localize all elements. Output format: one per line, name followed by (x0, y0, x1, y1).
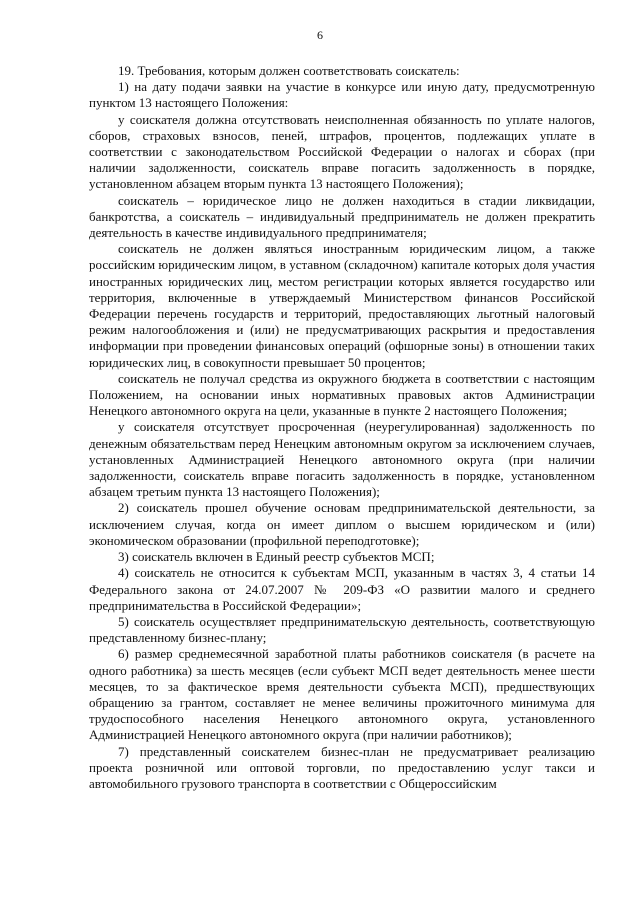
paragraph: соискатель не должен являться иностранным юридическим лицом, а также российским юридическим лицом, в уставном (складочном) капитале которых доля участия иностранных юридических лиц, местом регистрации которых является государство или территория, включенные в утверждаемый Министерством финансов Российской Федерации перечень государств и территорий, предоставляющих льготный налоговый режим налогообложения и (или) не предусматривающих раскрытия и предоставления информации при проведении финансовых операций (офшорные зоны) в отношении таких юридических лиц, в совокупности превышает 50 процентов; (89, 241, 595, 370)
document-body (89, 63, 595, 792)
paragraph: 5) соискатель осуществляет предпринимательскую деятельность, соответствующую представленному бизнес-плану; (89, 613, 595, 646)
paragraph: у соискателя должна отсутствовать неисполненная обязанность по уплате налогов, сборов, страховых взносов, пеней, штрафов, процентов, подлежащих уплате в соответствии с законодательством Российской Федерации о налогах и сборах (при наличии задолженности, соискатель вправе погасить задолженность в порядке, установленном абзацем вторым пункта 13 настоящего Положения); (89, 111, 595, 192)
paragraph: 6) размер среднемесячной заработной платы работников соискателя (в расчете на одного работника) за шесть месяцев (если субъект МСП ведет деятельность менее шести месяцев, то за фактическое время деятельности субъекта МСП), предшествующих обращению за грантом, составляет не менее величины прожиточного минимума для трудоспособного населения Ненецкого автономного округа, установленного Администрацией Ненецкого автономного округа (при наличии работников); (89, 646, 595, 743)
paragraph: 3) соискатель включен в Единый реестр субъектов МСП; (118, 549, 435, 565)
paragraph: соискатель не получал средства из окружного бюджета в соответствии с настоящим Положением, на основании иных нормативных правовых актов Администрации Ненецкого автономного округа на цели, указанные в пункте 2 настоящего Положения; (89, 370, 595, 419)
paragraph: 7) представленный соискателем бизнес-план не предусматривает реализацию проекта розничной или оптовой торговли, по предоставлению услуг такси и автомобильного грузового транспорта в соответствии с Общероссийским (89, 743, 595, 791)
page-number: 6 (317, 28, 323, 42)
paragraph: 1) на дату подачи заявки на участие в конкурсе или иную дату, предусмотренную пунктом 13 настоящего Положения: (89, 79, 595, 111)
paragraph: у соискателя отсутствует просроченная (неурегулированная) задолженность по денежным обязательствам перед Ненецким автономным округом за исключением случаев, установленных Администрацией Ненецкого автономного округа (при наличии задолженности, соискатель вправе погасить задолженность в порядке, установленном абзацем третьим пункта 13 настоящего Положения); (89, 419, 595, 500)
paragraph: 2) соискатель прошел обучение основам предпринимательской деятельности, за исключением случая, когда он имеет диплом о высшем юридическом и (или) экономическом образовании (профильной переподготовке); (89, 500, 595, 548)
paragraph: 4) соискатель не относится к субъектам МСП, указанным в частях 3, 4 статьи 14 Федерального закона от 24.07.2007 № 209-ФЗ «О развитии малого и среднего предпринимательства в Российской Федерации»; (89, 565, 595, 613)
paragraph: соискатель – юридическое лицо не должен находиться в стадии ликвидации, банкротства, а соискатель – индивидуальный предприниматель не должен прекратить деятельность в качестве индивидуального предпринимателя; (89, 192, 595, 241)
section-heading: 19. Требования, которым должен соответствовать соискатель: (118, 63, 460, 78)
